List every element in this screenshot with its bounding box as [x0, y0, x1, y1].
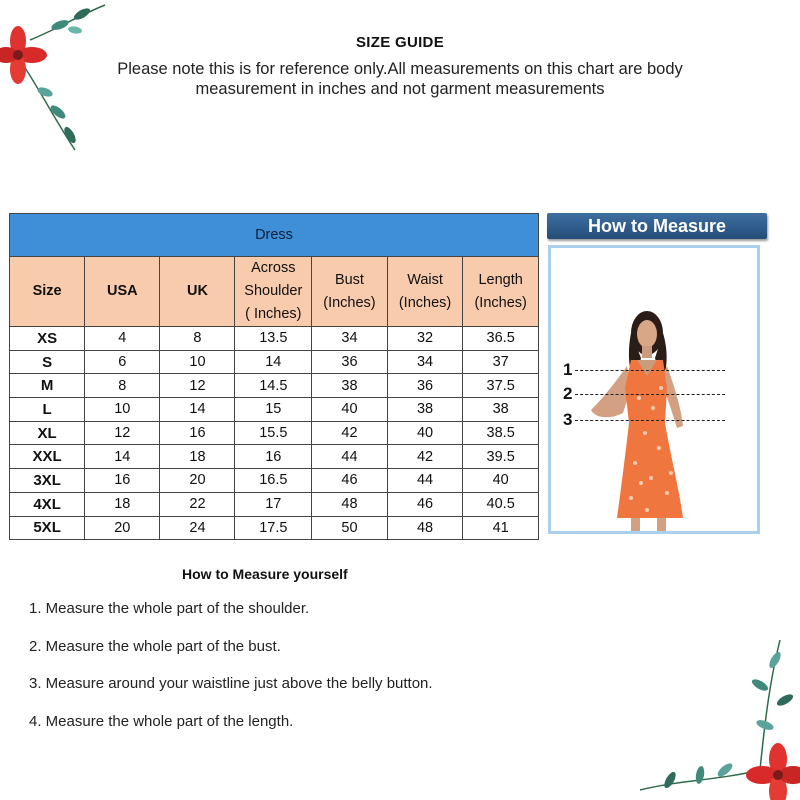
cell-shoulder: 14 — [235, 350, 312, 374]
cell-usa: 8 — [85, 374, 160, 398]
cell-bust: 42 — [312, 421, 388, 445]
cell-shoulder: 13.5 — [235, 327, 312, 351]
instruction-step-3: 3. Measure around your waistline just above the belly button. — [29, 675, 433, 692]
cell-waist: 32 — [387, 327, 463, 351]
cell-shoulder: 16 — [235, 445, 312, 469]
instruction-step-1: 1. Measure the whole part of the shoulder. — [29, 600, 310, 617]
cell-waist: 34 — [387, 350, 463, 374]
how-to-measure-banner: How to Measure — [547, 213, 767, 239]
shoulder-measure-line — [575, 370, 725, 371]
waist-measure-line — [575, 420, 725, 421]
cell-length: 37.5 — [463, 374, 539, 398]
cell-length: 36.5 — [463, 327, 539, 351]
how-to-measure-illustration — [548, 245, 760, 534]
cell-usa: 4 — [85, 327, 160, 351]
cell-size: S — [10, 350, 85, 374]
table-row — [10, 445, 539, 469]
cell-shoulder: 16.5 — [235, 469, 312, 493]
cell-usa: 12 — [85, 421, 160, 445]
cell-uk: 20 — [160, 469, 235, 493]
header-shoulder-line-2: Shoulder — [244, 283, 303, 299]
instructions-heading: How to Measure yourself — [182, 566, 348, 582]
cell-uk: 24 — [160, 516, 235, 540]
header-length-line-1: Length — [478, 271, 523, 288]
header-waist-line-2: (Inches) — [398, 294, 452, 311]
cell-bust: 46 — [312, 469, 388, 493]
header — [60, 34, 740, 99]
cell-size: XL — [10, 421, 85, 445]
cell-shoulder: 14.5 — [235, 374, 312, 398]
reference-note-line-2: measurement in inches and not garment measurements — [195, 80, 605, 98]
cell-bust: 34 — [312, 327, 388, 351]
cell-usa: 18 — [85, 492, 160, 516]
page-title: SIZE GUIDE — [355, 34, 444, 51]
cell-bust: 48 — [312, 492, 388, 516]
header-waist-line-1: Waist — [407, 271, 443, 288]
cell-waist: 36 — [387, 374, 463, 398]
cell-waist: 44 — [387, 469, 463, 493]
cell-uk: 14 — [160, 398, 235, 422]
table-row — [10, 350, 539, 374]
floral-decoration-bottom-right — [630, 630, 800, 800]
table-row — [10, 327, 539, 351]
cell-usa: 20 — [85, 516, 160, 540]
cell-waist: 40 — [387, 421, 463, 445]
cell-shoulder: 17.5 — [235, 516, 312, 540]
cell-usa: 10 — [85, 398, 160, 422]
cell-uk: 10 — [160, 350, 235, 374]
marker-2-label: 2 — [563, 384, 573, 403]
cell-uk: 12 — [160, 374, 235, 398]
cell-size: XXL — [10, 445, 85, 469]
instruction-step-2: 2. Measure the whole part of the bust. — [29, 637, 281, 655]
cell-size: L — [10, 398, 85, 422]
cell-length: 37 — [463, 350, 539, 374]
cell-bust: 38 — [312, 374, 388, 398]
header-waist — [387, 257, 463, 327]
header-size: Size — [10, 257, 85, 327]
table-row — [10, 516, 539, 540]
table-row — [10, 374, 539, 398]
cell-size: 4XL — [10, 492, 85, 516]
cell-size: 3XL — [10, 469, 85, 493]
model-figure — [551, 248, 757, 531]
cell-bust: 50 — [312, 516, 388, 540]
bust-measure-line — [575, 394, 725, 395]
cell-length: 40 — [463, 469, 539, 493]
cell-length: 41 — [463, 516, 539, 540]
size-chart-table — [9, 213, 539, 540]
table-row — [10, 469, 539, 493]
header-uk: UK — [160, 257, 235, 327]
header-length-line-2: (Inches) — [474, 294, 527, 311]
cell-length: 39.5 — [463, 445, 539, 469]
marker-3-label: 3 — [563, 410, 573, 429]
header-across-shoulder — [235, 257, 312, 327]
table-header-row — [10, 257, 539, 327]
cell-length: 40.5 — [463, 492, 539, 516]
cell-waist: 38 — [387, 398, 463, 422]
cell-usa: 16 — [85, 469, 160, 493]
header-bust-line-1: Bust — [334, 271, 364, 288]
header-usa: USA — [85, 257, 160, 327]
cell-bust: 36 — [312, 350, 388, 374]
cell-uk: 18 — [160, 445, 235, 469]
header-length — [463, 257, 539, 327]
cell-shoulder: 17 — [235, 492, 312, 516]
marker-1-label: 1 — [563, 360, 573, 379]
cell-bust: 40 — [312, 398, 388, 422]
cell-usa: 14 — [85, 445, 160, 469]
header-bust — [312, 257, 388, 327]
cell-uk: 16 — [160, 421, 235, 445]
header-shoulder-line-3: ( Inches) — [245, 306, 302, 322]
table-title: Dress — [10, 214, 539, 257]
cell-waist: 46 — [387, 492, 463, 516]
cell-size: XS — [10, 327, 85, 351]
cell-bust: 44 — [312, 445, 388, 469]
instruction-step-4: 4. Measure the whole part of the length. — [29, 712, 294, 730]
table-row — [10, 492, 539, 516]
cell-waist: 42 — [387, 445, 463, 469]
cell-uk: 8 — [160, 327, 235, 351]
table-row — [10, 421, 539, 445]
cell-length: 38 — [463, 398, 539, 422]
header-bust-line-2: (Inches) — [323, 294, 376, 311]
cell-uk: 22 — [160, 492, 235, 516]
header-shoulder-line-1: Across — [251, 260, 296, 276]
cell-length: 38.5 — [463, 421, 539, 445]
cell-size: 5XL — [10, 516, 85, 540]
instructions-list — [29, 600, 433, 750]
cell-usa: 6 — [85, 350, 160, 374]
table-row — [10, 398, 539, 422]
cell-size: M — [10, 374, 85, 398]
reference-note-line-1: Please note this is for reference only.All measurements on this chart are body — [117, 60, 683, 78]
cell-waist: 48 — [387, 516, 463, 540]
cell-shoulder: 15 — [235, 398, 312, 422]
cell-shoulder: 15.5 — [235, 421, 312, 445]
